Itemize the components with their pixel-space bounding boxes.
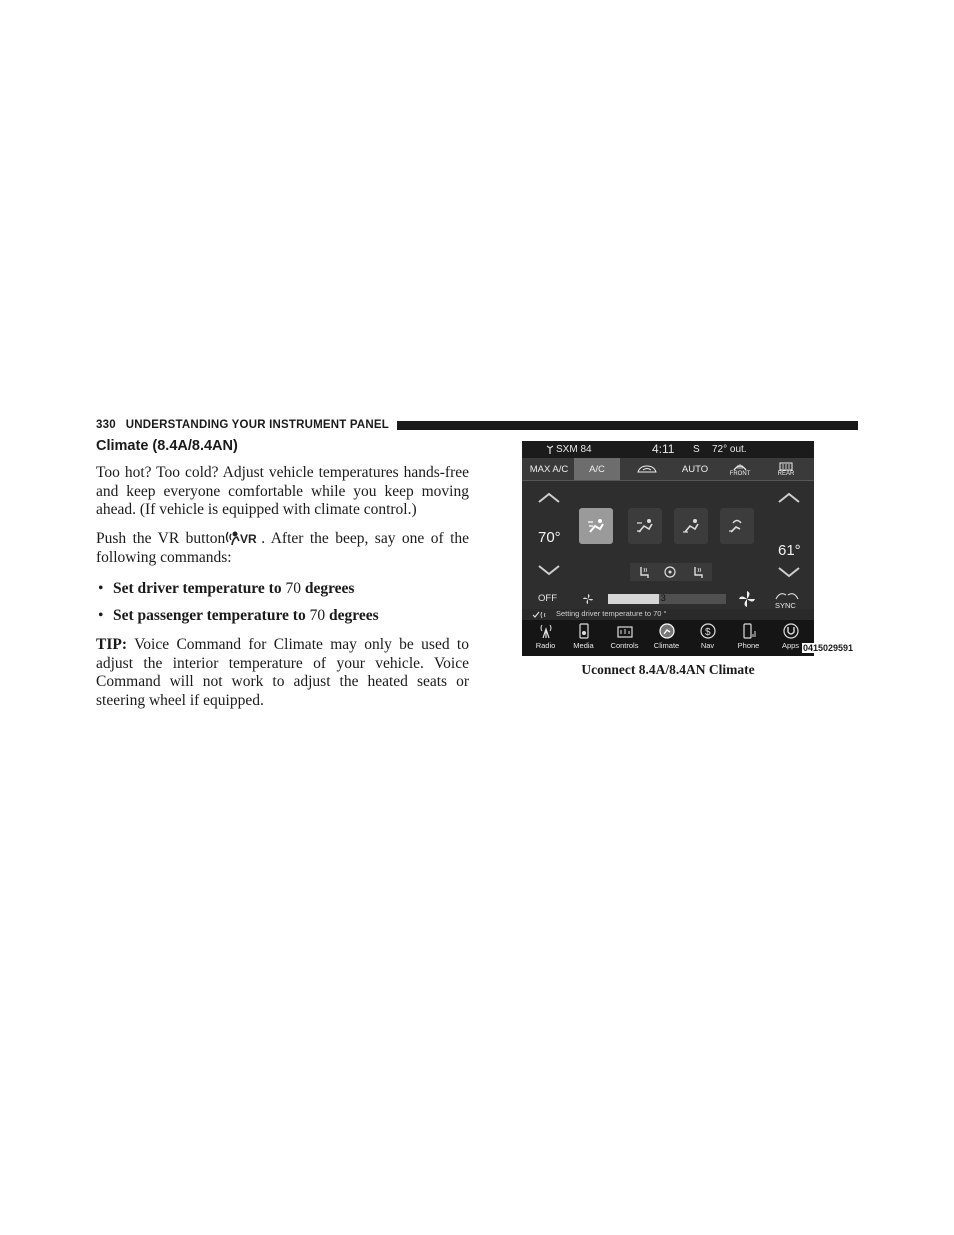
climate-icon [659,623,675,639]
front-defrost-button[interactable]: FRONT [720,458,760,480]
figure-caption: Uconnect 8.4A/8.4AN Climate [581,662,755,677]
fan-speed-fill [608,594,659,604]
driver-temp-down-icon[interactable] [536,563,562,577]
page-number: 330 [96,419,116,431]
ac-button[interactable]: A/C [574,458,620,480]
svg-text:VR: VR [240,532,257,547]
command-list [96,580,469,626]
radio-icon [538,623,554,639]
vr-button-icon [225,528,261,546]
passenger-temp: 61° [778,542,801,559]
station-label: SXM 84 [556,444,592,455]
vr-message [522,609,814,620]
bottom-nav [522,620,814,656]
media-icon [576,623,592,639]
bullet: • [98,579,104,597]
climate-screen-figure [522,441,814,656]
svg-text:$: $ [704,627,711,638]
nav-nav[interactable]: $ Nav [687,620,728,656]
fan-level-label: 3 [660,593,666,603]
passenger-temp-up-icon[interactable] [776,491,802,505]
driver-temp: 70° [538,529,561,546]
outside-temp: 72° out. [712,444,747,455]
nav-icon [700,623,716,639]
nav-controls[interactable]: Controls [604,620,645,656]
max-ac-button[interactable]: MAX A/C [529,463,569,475]
mode-floor-button[interactable] [674,508,708,544]
mode-bilevel-button[interactable] [628,508,662,544]
sync-icon [774,589,800,601]
bullet: • [98,607,104,625]
fan-row [522,589,814,609]
fan-large-icon[interactable] [738,590,756,608]
rear-defrost-icon [779,462,793,471]
phone-icon [741,623,757,639]
nav-phone[interactable]: Phone [728,620,769,656]
fan-speed-bar[interactable] [608,594,726,604]
satellite-signal-icon [546,445,554,454]
nav-radio[interactable]: Radio [525,620,566,656]
driver-temp-up-icon[interactable] [536,491,562,505]
tip-label: TIP: [96,635,127,653]
passenger-temp-down-icon[interactable] [776,565,802,579]
list-item [96,580,469,599]
header-rule [397,421,858,430]
command-unit: degrees [328,607,379,625]
vr-text-before: Push the VR button [96,530,226,548]
vr-message-text: Setting driver temperature to 70 ° [556,609,667,618]
intro-paragraph: Too hot? Too cold? Adjust vehicle temperatures hands-free and keep everyone comfortable while you keep moving ahead. (If vehicle is equipped with climate control.) [96,464,469,519]
tip-paragraph [96,636,469,711]
mode-mix-button[interactable] [720,508,754,544]
passenger-heated-seat-icon[interactable] [692,565,704,579]
fan-off-button[interactable]: OFF [538,593,557,604]
auto-button[interactable]: AUTO [681,463,709,475]
vr-paragraph [96,528,469,567]
sync-button[interactable]: SYNC [775,601,796,610]
heated-wheel-icon[interactable] [664,566,676,578]
compass: S [693,444,700,455]
list-item [96,607,469,626]
rear-defrost-button[interactable]: REAR [766,458,806,480]
climate-top-buttons [522,458,814,481]
command-value: 70 [285,579,301,597]
vr-check-icon [532,610,552,619]
mode-panel-button[interactable] [579,508,613,544]
nav-climate[interactable]: Climate [646,620,687,656]
fan-icon [582,593,594,605]
command-text: Set driver temperature to [113,579,282,597]
status-bar [522,441,814,458]
nav-apps[interactable]: Apps [770,620,811,656]
command-text: Set passenger temperature to [113,607,306,625]
apps-icon [783,623,799,639]
heated-seat-icon[interactable] [638,565,650,579]
section-title: UNDERSTANDING YOUR INSTRUMENT PANEL [125,419,389,431]
clock: 4:11 [652,442,675,456]
seat-controls [630,563,712,581]
vr-text-after: . After the beep, say one of the following commands: [96,530,469,566]
airflow-bilevel-icon [635,517,655,535]
recirculation-icon [636,464,658,474]
text-column [96,438,469,719]
nav-media[interactable]: Media [563,620,604,656]
tip-text: Voice Command for Climate may only be used to adjust the interior temperature of your vehicle. Voice Command will not work to adjust the heated seats or steering wheel if equipped. [96,635,469,710]
airflow-floor-icon [681,517,701,535]
figure-id: 0415029591 [803,643,854,653]
airflow-panel-icon [586,517,606,535]
airflow-mix-icon [727,517,747,535]
controls-icon [617,623,633,639]
command-unit: degrees [304,579,355,597]
recirculation-button[interactable] [622,458,672,480]
front-defrost-icon [732,462,748,471]
section-heading: Climate (8.4A/8.4AN) [96,438,238,454]
command-value: 70 [309,607,326,625]
running-header [96,418,858,432]
